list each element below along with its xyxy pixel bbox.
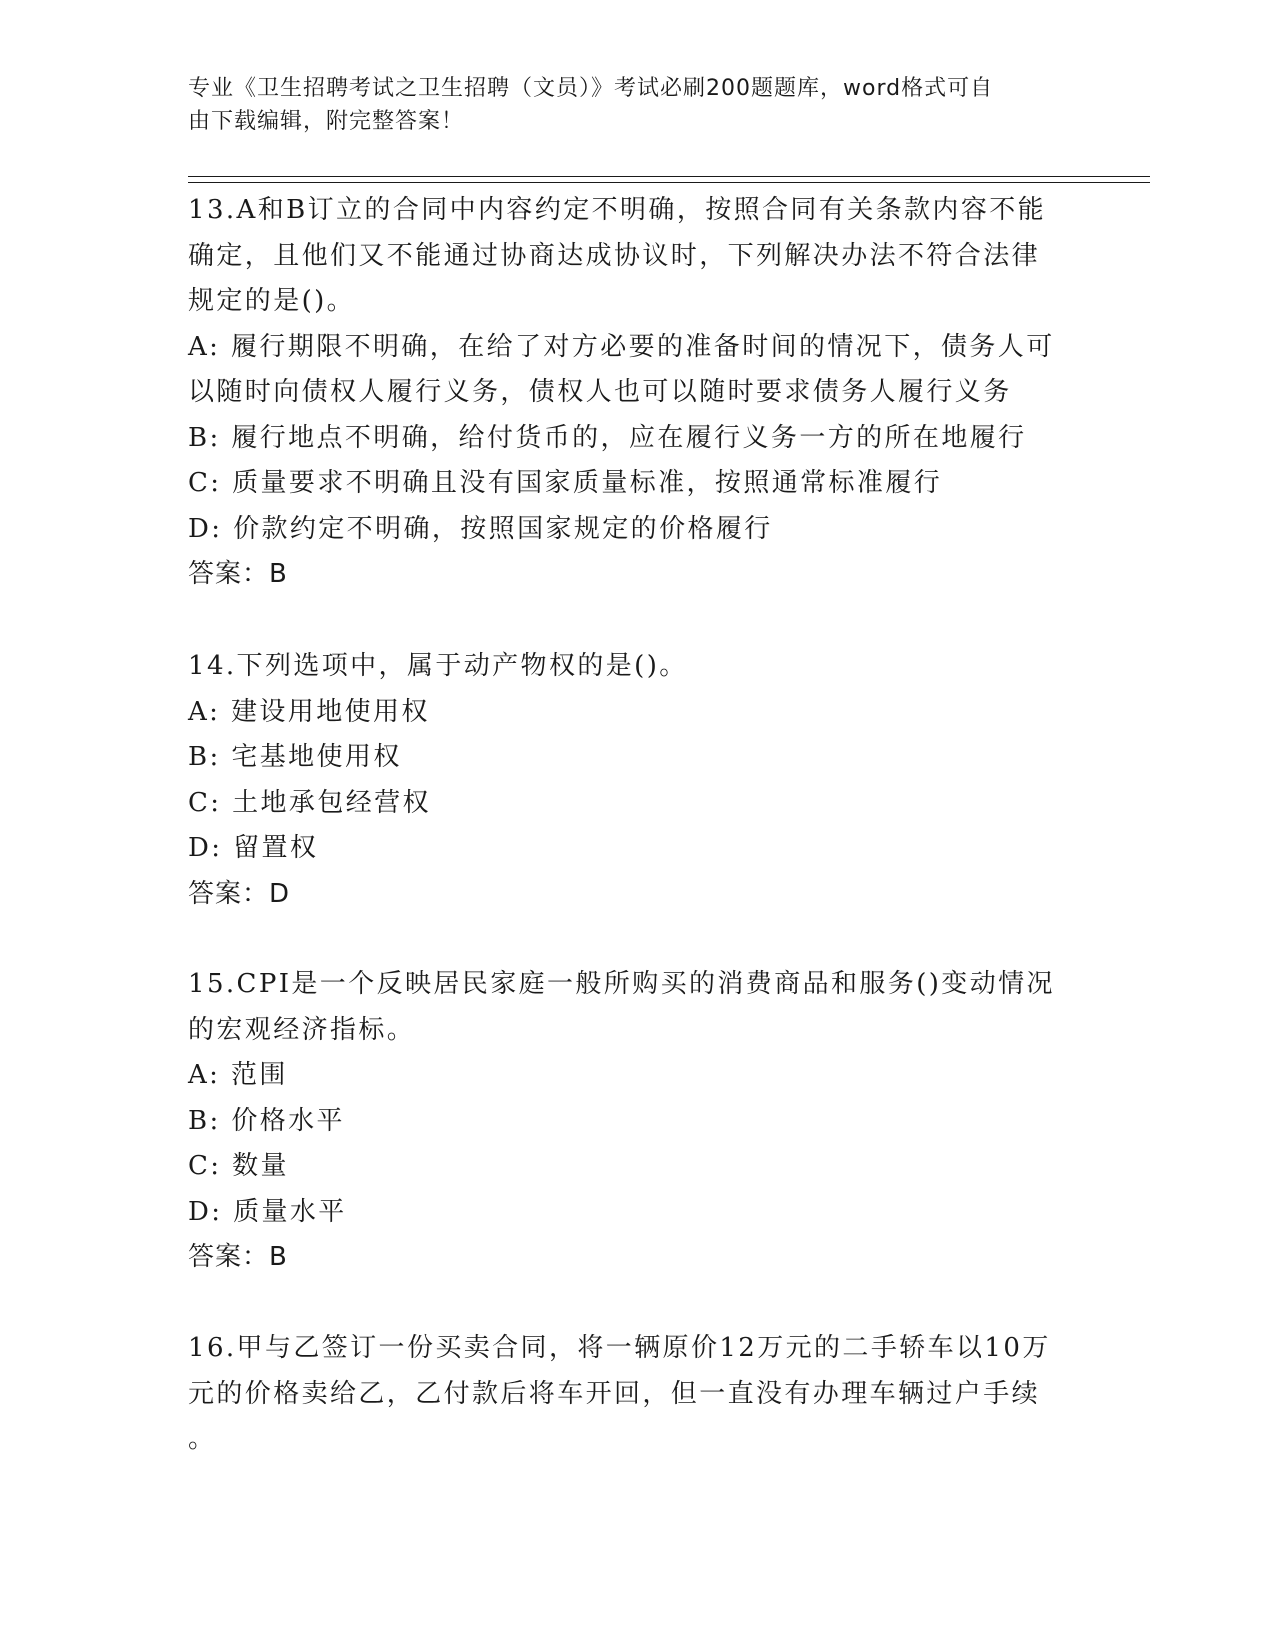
- option-b: B: 价格水平: [188, 1105, 345, 1136]
- question-text: 16.甲与乙签订一份买卖合同，将一辆原价12万元的二手轿车以10万: [188, 1333, 1051, 1363]
- option-c: C: 数量: [188, 1151, 289, 1181]
- question-14: [188, 644, 1068, 917]
- option-b: B: 宅基地使用权: [188, 742, 402, 772]
- answer-label: 答案：D: [188, 878, 291, 909]
- option-a-continued: 以随时向债权人履行义务，债权人也可以随时要求债务人履行义务: [188, 377, 1012, 407]
- question-text: 规定的是()。: [188, 286, 356, 316]
- option-d: D: 质量水平: [188, 1196, 347, 1227]
- question-15: [188, 962, 1068, 1281]
- option-c: C: 土地承包经营权: [188, 787, 431, 818]
- header-line-1: 专业《卫生招聘考试之卫生招聘（文员）》考试必刷200题题库，word格式可自: [188, 76, 994, 101]
- header-divider-top: [188, 176, 1150, 177]
- question-text: 元的价格卖给乙，乙付款后将车开回，但一直没有办理车辆过户手续: [188, 1378, 1041, 1409]
- option-d: D: 价款约定不明确，按照国家规定的价格履行: [188, 513, 773, 544]
- question-text: 。: [188, 1424, 217, 1454]
- option-b: B: 履行地点不明确，给付货币的，应在履行义务一方的所在地履行: [188, 422, 1027, 453]
- header-line-2: 由下载编辑，附完整答案！: [188, 109, 465, 134]
- question-13: [188, 188, 1068, 598]
- option-c: C: 质量要求不明确且没有国家质量标准，按照通常标准履行: [188, 468, 943, 498]
- question-text: 13.A和B订立的合同中内容约定不明确，按照合同有关条款内容不能: [188, 195, 1047, 225]
- header-divider-bottom: [188, 182, 1150, 183]
- question-text: 15.CPI是一个反映居民家庭一般所购买的消费商品和服务()变动情况: [188, 969, 1055, 999]
- document-header: [188, 72, 1068, 138]
- answer-label: 答案：B: [188, 559, 288, 589]
- question-16: [188, 1326, 1068, 1463]
- question-text: 确定，且他们又不能通过协商达成协议时，下列解决办法不符合法律: [188, 240, 1041, 271]
- option-a: A: 范围: [188, 1060, 288, 1090]
- option-a: A: 履行期限不明确，在给了对方必要的准备时间的情况下，债务人可: [188, 331, 1055, 362]
- answer-label: 答案：B: [188, 1242, 288, 1272]
- option-d: D: 留置权: [188, 833, 319, 863]
- question-text: 14.下列选项中，属于动产物权的是()。: [188, 651, 688, 681]
- option-a: A: 建设用地使用权: [188, 696, 430, 727]
- question-text: 的宏观经济指标。: [188, 1014, 416, 1045]
